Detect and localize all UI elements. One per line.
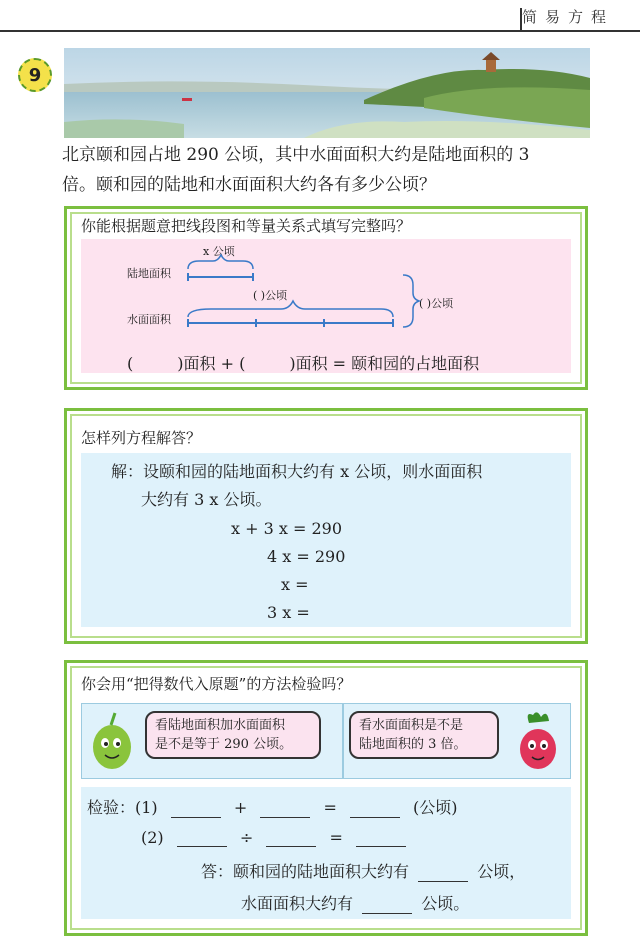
check-blank-6[interactable] [356,827,406,847]
x-hectare-label: x 公顷 [203,245,235,258]
answer-1-prefix: 答：颐和园的陆地面积大约有 [201,862,410,881]
equals-sign-1: = [323,798,337,817]
total-blank-label: ( )公顷 [419,297,454,310]
verification-question: 你会用“把得数代入原题”的方法检验吗？ [81,675,352,693]
equation-panel [81,453,571,627]
check-blank-4[interactable] [177,827,227,847]
answer-2-prefix: 水面面积大约有 [241,894,354,913]
solution-line-1: 解：设颐和园的陆地面积大约有 x 公顷，则水面面积 [111,462,483,481]
hint-right-line-1: 看水面面积是不是 [359,718,464,733]
segment-diagram [81,239,421,339]
land-area-label: 陆地面积 [127,267,171,280]
answer-2-suffix: 公顷。 [421,894,470,913]
line-diagram-panel [81,239,571,373]
equals-sign-2: = [329,828,343,847]
check-blank-3[interactable] [350,798,400,818]
hint-right-line-2: 陆地面积的 3 倍。 [359,737,467,752]
hint-bubble-right [349,711,499,759]
summer-palace-photo [64,48,590,138]
pear-character-icon [89,709,135,773]
hint-left-line-2: 是不是等于 290 公顷。 [155,737,293,752]
water-area-label: 水面面积 [127,313,171,326]
equation-2: 4 x = 290 [267,547,346,566]
check-panel [81,787,571,919]
unit-label: (公顷) [413,798,458,817]
hint-left-line-1: 看陆地面积加水面面积 [155,718,286,733]
line-diagram-question: 你能根据题意把线段图和等量关系式填写完整吗？ [81,217,412,235]
equation-1: x + 3 x = 290 [231,519,343,538]
divide-sign: ÷ [239,828,254,847]
problem-text-line-2: 倍。颐和园的陆地和水面面积大约各有多少公顷？ [62,175,436,195]
check-blank-1[interactable] [171,798,221,818]
answer-1-suffix: 公顷， [477,862,526,881]
relation-formula [127,351,479,374]
check-blank-5[interactable] [266,827,316,847]
check-label: 检验：(1) [87,798,158,817]
radish-character-icon [515,709,561,773]
problem-text-line-1: 北京颐和园占地 290 公顷，其中水面面积大约是陆地面积的 3 [62,145,530,165]
check-line-1 [87,795,458,818]
line-diagram-box [64,206,588,390]
water-blank-label: ( )公顷 [253,289,288,302]
answer-line-1 [201,859,525,882]
header-divider [520,8,522,30]
relation-middle: )面积 + ( [177,354,246,373]
hint-bubble-left [145,711,321,759]
answer-line-2 [241,891,469,914]
answer-blank-land[interactable] [418,862,468,882]
header-rule [0,30,640,32]
check-line-2 [141,827,414,847]
relation-end: )面积 = 颐和园的占地面积 [289,354,480,373]
item-2-label: (2) [141,828,164,847]
verification-box [64,660,588,936]
check-blank-2[interactable] [260,798,310,818]
problem-text [62,140,602,200]
equation-3: x = [281,575,309,594]
answer-blank-water[interactable] [362,894,412,914]
header-title: 简易方程 [521,8,614,26]
relation-open-paren: ( [127,354,134,373]
equation-question: 怎样列方程解答？ [81,429,202,447]
plus-sign: + [233,798,248,817]
problem-number-badge: 9 [18,58,52,92]
equation-4: 3 x = [267,603,310,622]
equation-solution-box [64,408,588,644]
solution-line-2: 大约有 3 x 公顷。 [141,490,272,509]
